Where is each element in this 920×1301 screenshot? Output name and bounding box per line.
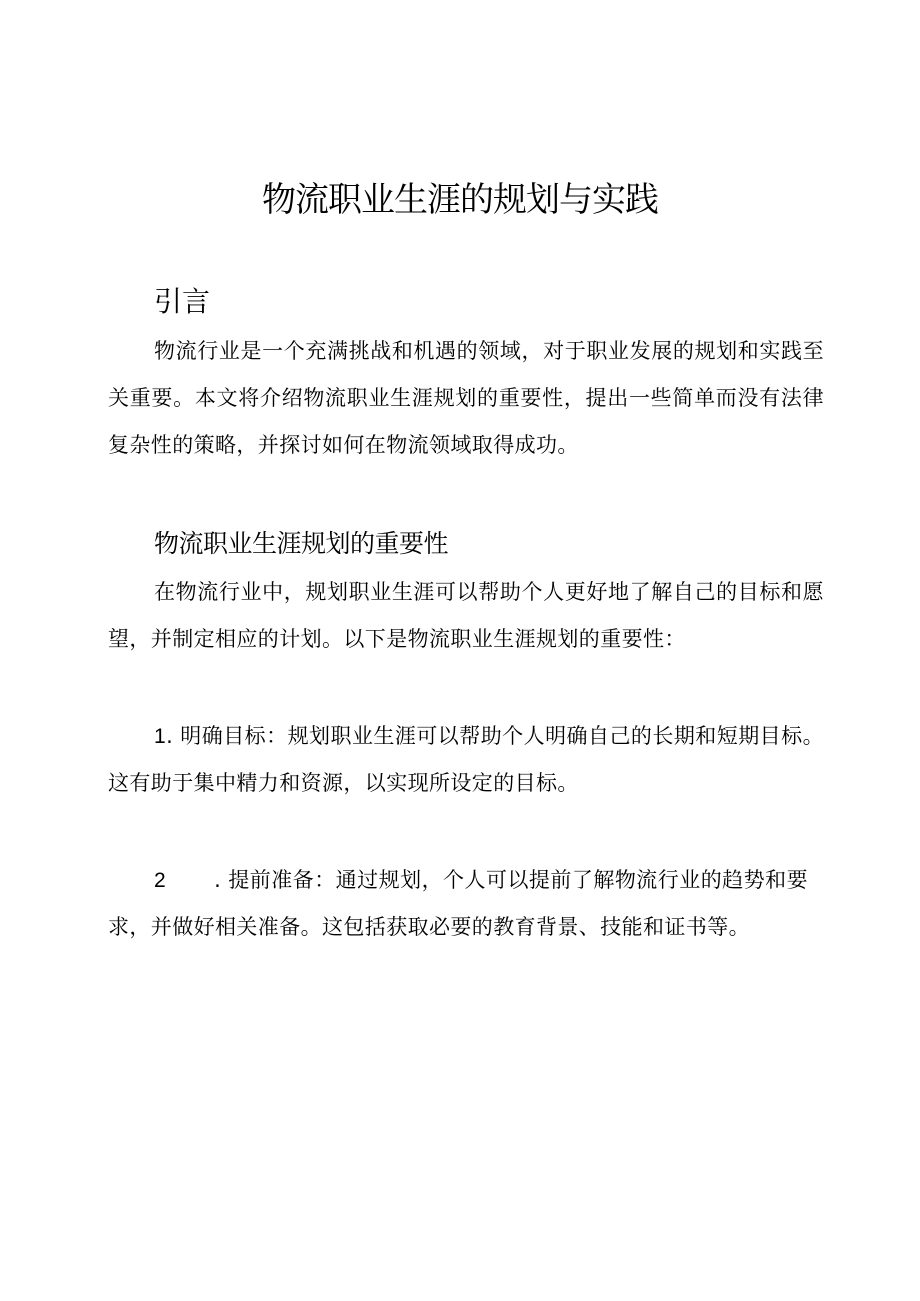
list-item-text: . 明确目标：规划职业生涯可以帮助个人明确自己的长期和短期目标。这有助于集中精力和资源，以实现所设定的目标。: [108, 724, 824, 795]
list-item: [108, 713, 824, 807]
section-heading-intro: 引言: [154, 285, 211, 318]
section-heading-importance: 物流职业生涯规划的重要性: [154, 529, 449, 558]
list-item-text: . 提前准备：通过规划，个人可以提前了解物流行业的趋势和要求，并做好相关准备。这包括获取必要的教育背景、技能和证书等。: [108, 868, 808, 939]
list-item-number: 2: [154, 869, 167, 892]
intro-paragraph: 物流行业是一个充满挑战和机遇的领域，对于职业发展的规划和实践至关重要。本文将介绍物流职业生涯规划的重要性，提出一些简单而没有法律复杂性的策略，并探讨如何在物流领域取得成功。: [108, 339, 824, 457]
list-item-number: 1: [154, 725, 167, 748]
importance-paragraph: 在物流行业中，规划职业生涯可以帮助个人更好地了解自己的目标和愿望，并制定相应的计划。以下是物流职业生涯规划的重要性：: [108, 580, 824, 651]
document-title: 物流职业生涯的规划与实践: [262, 180, 658, 220]
list-item: [108, 857, 808, 951]
